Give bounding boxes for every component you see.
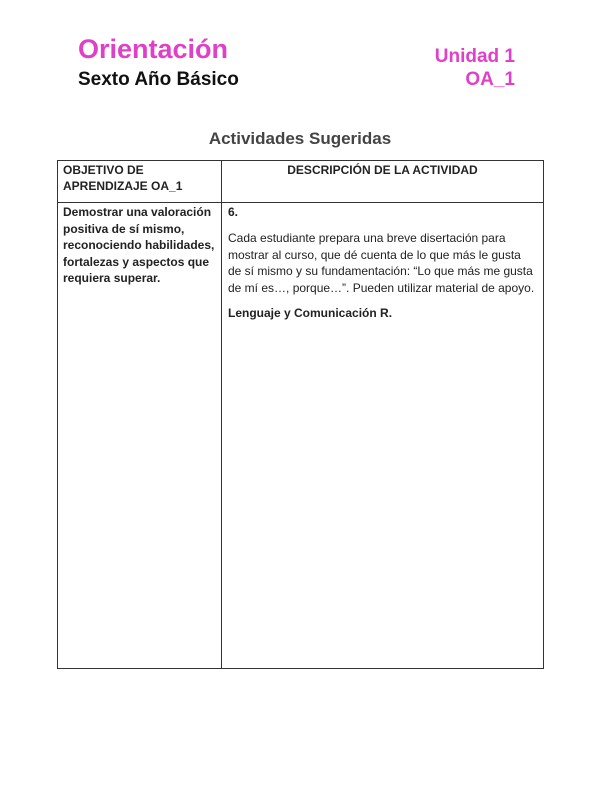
header-objective: OBJETIVO DE APRENDIZAJE OA_1 bbox=[58, 161, 222, 203]
table-row bbox=[58, 203, 544, 669]
activity-description: Cada estudiante prepara una breve disertación para mostrar al curso, que dé cuenta de lo que más le gusta de sí mismo y su fundamentación: “Lo que más me gusta de mí es…, porque…”. Pueden utilizar material de apoyo. bbox=[228, 231, 535, 295]
table-header-row bbox=[58, 161, 544, 203]
description-cell bbox=[222, 203, 544, 669]
activity-table bbox=[57, 160, 544, 669]
subject-title: Orientación bbox=[78, 34, 229, 64]
grade-label: Sexto Año Básico bbox=[78, 69, 239, 90]
activity-subject: Lenguaje y Comunicación R. bbox=[228, 306, 393, 320]
objective-text: Demostrar una valoración positiva de sí mismo, reconociendo habilidades, fortalezas y aspectos que requiera superar. bbox=[58, 203, 222, 669]
unit-label: Unidad 1 bbox=[434, 46, 515, 67]
header-description: DESCRIPCIÓN DE LA ACTIVIDAD bbox=[222, 161, 544, 203]
oa-label: OA_1 bbox=[465, 69, 515, 90]
activity-number: 6. bbox=[228, 205, 239, 219]
section-title: Actividades Sugeridas bbox=[208, 129, 392, 148]
